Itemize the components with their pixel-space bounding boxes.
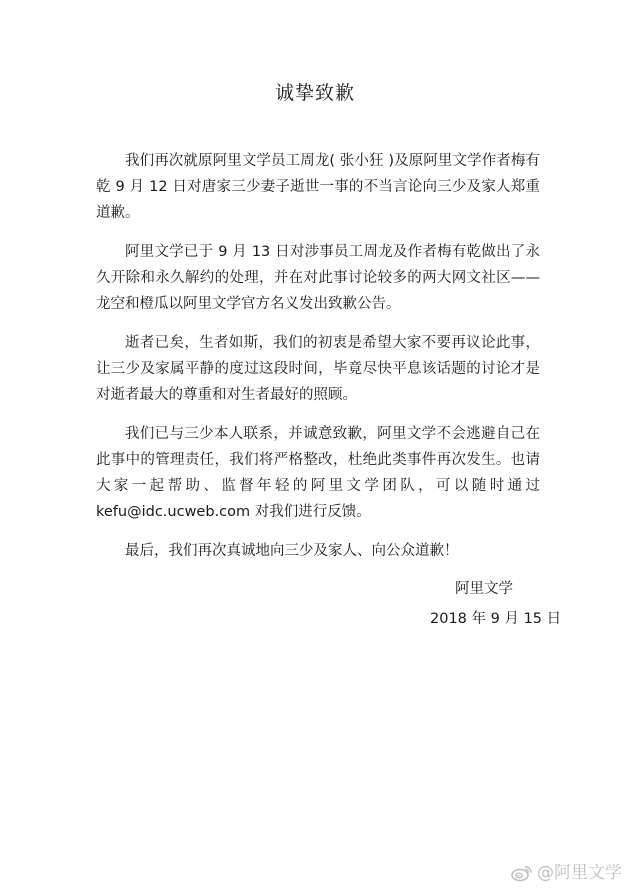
signature-date: 2018 年 9 月 15 日: [430, 611, 562, 627]
paragraph-1: 我们再次就原阿里文学员工周龙( 张小狂 )及原阿里文学作者梅有乾 9 月 12 日对唐家三少妻子逝世一事的不当言论向三少及家人郑重道歉。: [96, 153, 540, 221]
paragraph-5: 最后，我们再次真诚地向三少及家人、向公众道歉！: [125, 543, 459, 559]
document-title: 诚挚致歉: [274, 82, 355, 104]
paragraph-2: 阿里文学已于 9 月 13 日对涉事员工周龙及作者梅有乾做出了永久开除和永久解约的处理，并在对此事讨论较多的两大网文社区——龙空和橙瓜以阿里文学官方名义发出致歉公告。: [96, 244, 540, 312]
watermark-text: @阿里文学: [537, 863, 622, 883]
signature-organization: 阿里文学: [455, 581, 513, 597]
weibo-watermark: [511, 862, 622, 884]
weibo-icon: [511, 864, 533, 882]
paragraph-3: 逝者已矣，生者如斯，我们的初衷是希望大家不要再议论此事，让三少及家属平静的度过这段时间，毕竟尽快平息该话题的讨论才是对逝者最大的尊重和对生者最好的照顾。: [96, 335, 540, 403]
paragraph-4: 我们已与三少本人联系，并诚意致歉，阿里文学不会逃避自己在此事中的管理责任，我们将严格整改，杜绝此类事件再次发生。也请大家一起帮助、监督年轻的阿里文学团队，可以随时通过 kefu@idc.ucweb.com 对我们进行反馈。: [96, 426, 540, 520]
document-body: [96, 148, 540, 577]
